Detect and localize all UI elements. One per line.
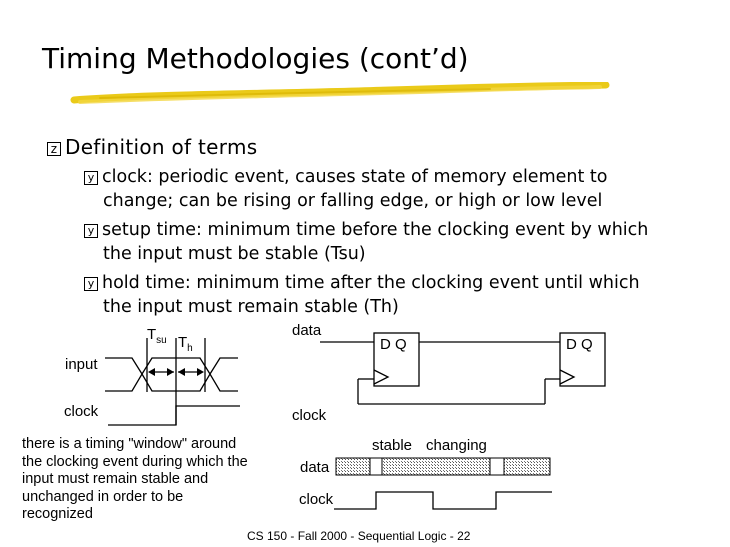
subbullet-line: hold time: minimum time after the clocking event until which — [102, 273, 640, 293]
changing-region — [336, 458, 370, 475]
timing-window-note: there is a timing "window" around the clocking event during which the input must remain stable and unchanged in order to be recognized — [22, 436, 248, 522]
subbullet-line: the input must remain stable (Th) — [103, 297, 399, 317]
subbullet-line: clock: periodic event, causes state of memory element to — [102, 167, 608, 187]
subbullet-line: setup time: minimum time before the clocking event by which — [102, 220, 649, 240]
bullet-marker-y: y — [84, 171, 98, 185]
bullet-text: Definition of terms — [65, 135, 258, 159]
clock-waveform — [334, 492, 552, 509]
th-label: $T_h$ — [178, 334, 193, 354]
data-label-circuit: data — [292, 322, 322, 339]
bullet-marker-y: y — [84, 277, 98, 291]
slide-title: Timing Methodologies (cont’d) — [42, 42, 469, 75]
stable-label: stable — [372, 437, 413, 454]
input-label: input — [65, 356, 98, 373]
changing-label: changing — [426, 437, 487, 454]
ff1-dq-label: D Q — [380, 336, 407, 353]
subbullet-line: the input must be stable (Tsu) — [103, 244, 366, 264]
ff2-dq-label: D Q — [566, 336, 593, 353]
stable-window — [370, 458, 382, 475]
clock-label-left: clock — [64, 403, 99, 420]
slide-footer: CS 150 - Fall 2000 - Sequential Logic - 22 — [247, 529, 471, 543]
changing-region — [504, 458, 550, 475]
data-label-timing: data — [300, 459, 330, 476]
subbullet-line: change; can be rising or falling edge, or high or low level — [103, 191, 603, 211]
clock-label-circuit: clock — [292, 407, 327, 424]
changing-region — [382, 458, 490, 475]
bullet-marker-z: z — [47, 142, 61, 156]
clock-label-timing: clock — [299, 491, 334, 508]
tsu-label: $T_{su}$ — [147, 326, 167, 346]
bullet-marker-y: y — [84, 224, 98, 238]
stable-window — [490, 458, 504, 475]
